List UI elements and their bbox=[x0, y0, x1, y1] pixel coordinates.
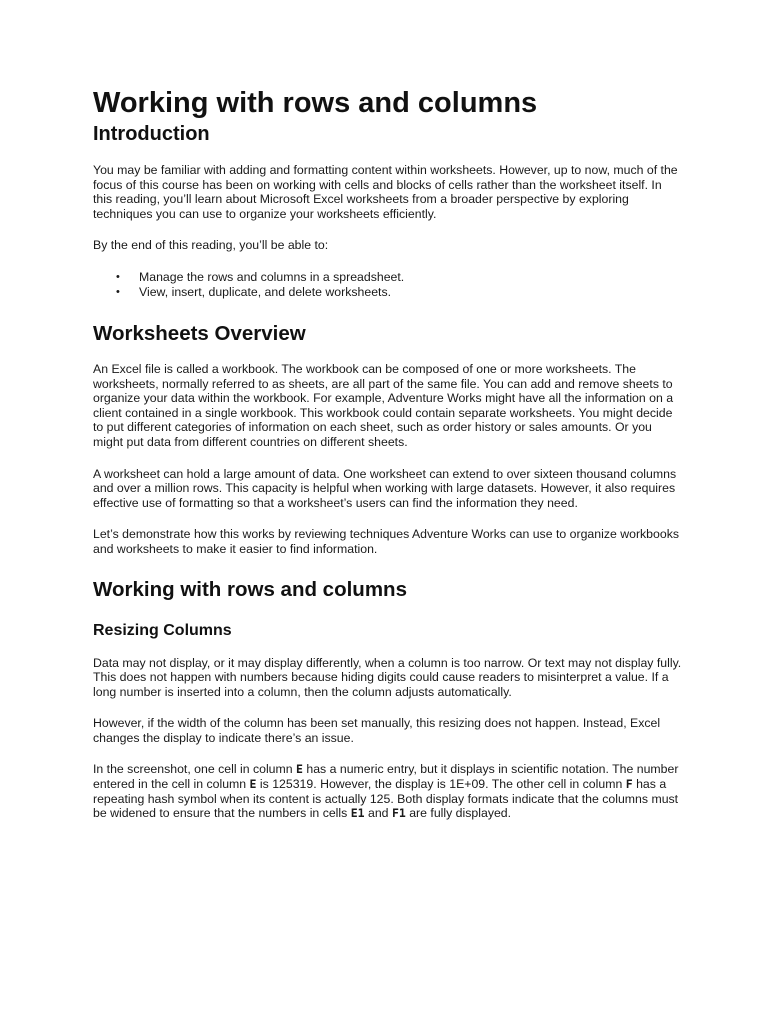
overview-paragraph-1: An Excel file is called a workbook. The workbook can be composed of one or more worksheets. The worksheets, normally referred to as sheets, are all part of the same file. You can add and remove sheets to organize your data within the workbook. For example, Adventure Works might have all the information on a client contained in a single workbook. This workbook could contain separate worksheets. You might decide to put different categories of information on each sheet, such as order history or sales amounts. Or you might put data from different countries on different sheets. bbox=[93, 361, 674, 449]
bullet-icon: • bbox=[116, 270, 120, 283]
text-run: are fully displayed. bbox=[405, 806, 512, 821]
list-item-text: Manage the rows and columns in a spreadsheet. bbox=[139, 269, 405, 284]
text-run: In the screenshot, one cell in column bbox=[93, 762, 297, 777]
cell-e1-code: E1 bbox=[350, 806, 365, 821]
list-item bbox=[93, 285, 683, 301]
column-e-code: E bbox=[249, 777, 257, 792]
list-item-text: View, insert, duplicate, and delete worksheets. bbox=[139, 285, 392, 300]
introduction-heading: Introduction bbox=[93, 123, 210, 145]
text-run: and bbox=[364, 806, 392, 821]
column-e-code: E bbox=[296, 762, 303, 777]
list-item bbox=[93, 270, 683, 286]
intro-paragraph-2: By the end of this reading, you’ll be able to: bbox=[93, 238, 329, 253]
overview-paragraph-3: Let’s demonstrate how this works by reviewing techniques Adventure Works can use to organize workbooks and worksheets to make it easier to find information. bbox=[93, 527, 679, 556]
resizing-paragraph-2: However, if the width of the column has been set manually, this resizing does not happen. Instead, Excel changes the display to indicate there’s an issue. bbox=[93, 716, 661, 745]
learning-objectives-list bbox=[93, 270, 683, 301]
bullet-icon: • bbox=[116, 286, 120, 299]
overview-paragraph-2: A worksheet can hold a large amount of data. One worksheet can extend to over sixteen thousand columns and over a million rows. This capacity is helpful when working with large datasets. However, it also requires effective use of formatting so that a worksheet’s users can find the information they need. bbox=[93, 466, 677, 510]
text-run: has a repeating hash symbol when its content is actually 125. Both display formats indicate that the columns must be widened to ensure that the numbers in cells bbox=[93, 777, 679, 821]
intro-paragraph-1: You may be familiar with adding and formatting content within worksheets. However, up to now, much of the focus of this course has been on working with cells and blocks of cells rather than the worksheet itself. In this reading, you’ll learn about Microsoft Excel worksheets from a broader perspective by exploring techniques you can use to organize your worksheets efficiently. bbox=[93, 163, 678, 221]
cell-f1-code: F1 bbox=[391, 806, 406, 821]
document-title: Working with rows and columns bbox=[93, 87, 538, 119]
worksheets-overview-heading: Worksheets Overview bbox=[93, 321, 306, 345]
column-f-code: F bbox=[625, 777, 633, 792]
text-run: has a numeric entry, but it displays in scientific notation. The number entered in the cell in column bbox=[93, 762, 679, 792]
document-page bbox=[93, 86, 683, 821]
rows-columns-heading: Working with rows and columns bbox=[93, 577, 407, 601]
text-run: is 125319. However, the display is 1E+09. The other cell in column bbox=[256, 777, 626, 792]
resizing-columns-heading: Resizing Columns bbox=[93, 621, 232, 639]
resizing-paragraph-1: Data may not display, or it may display differently, when a column is too narrow. Or text may not display fully. This does not happen with numbers because hiding digits could cause readers to misinterpret a value. If a long number is inserted into a column, then the column adjusts automatically. bbox=[93, 655, 682, 699]
resizing-paragraph-3 bbox=[93, 762, 683, 820]
